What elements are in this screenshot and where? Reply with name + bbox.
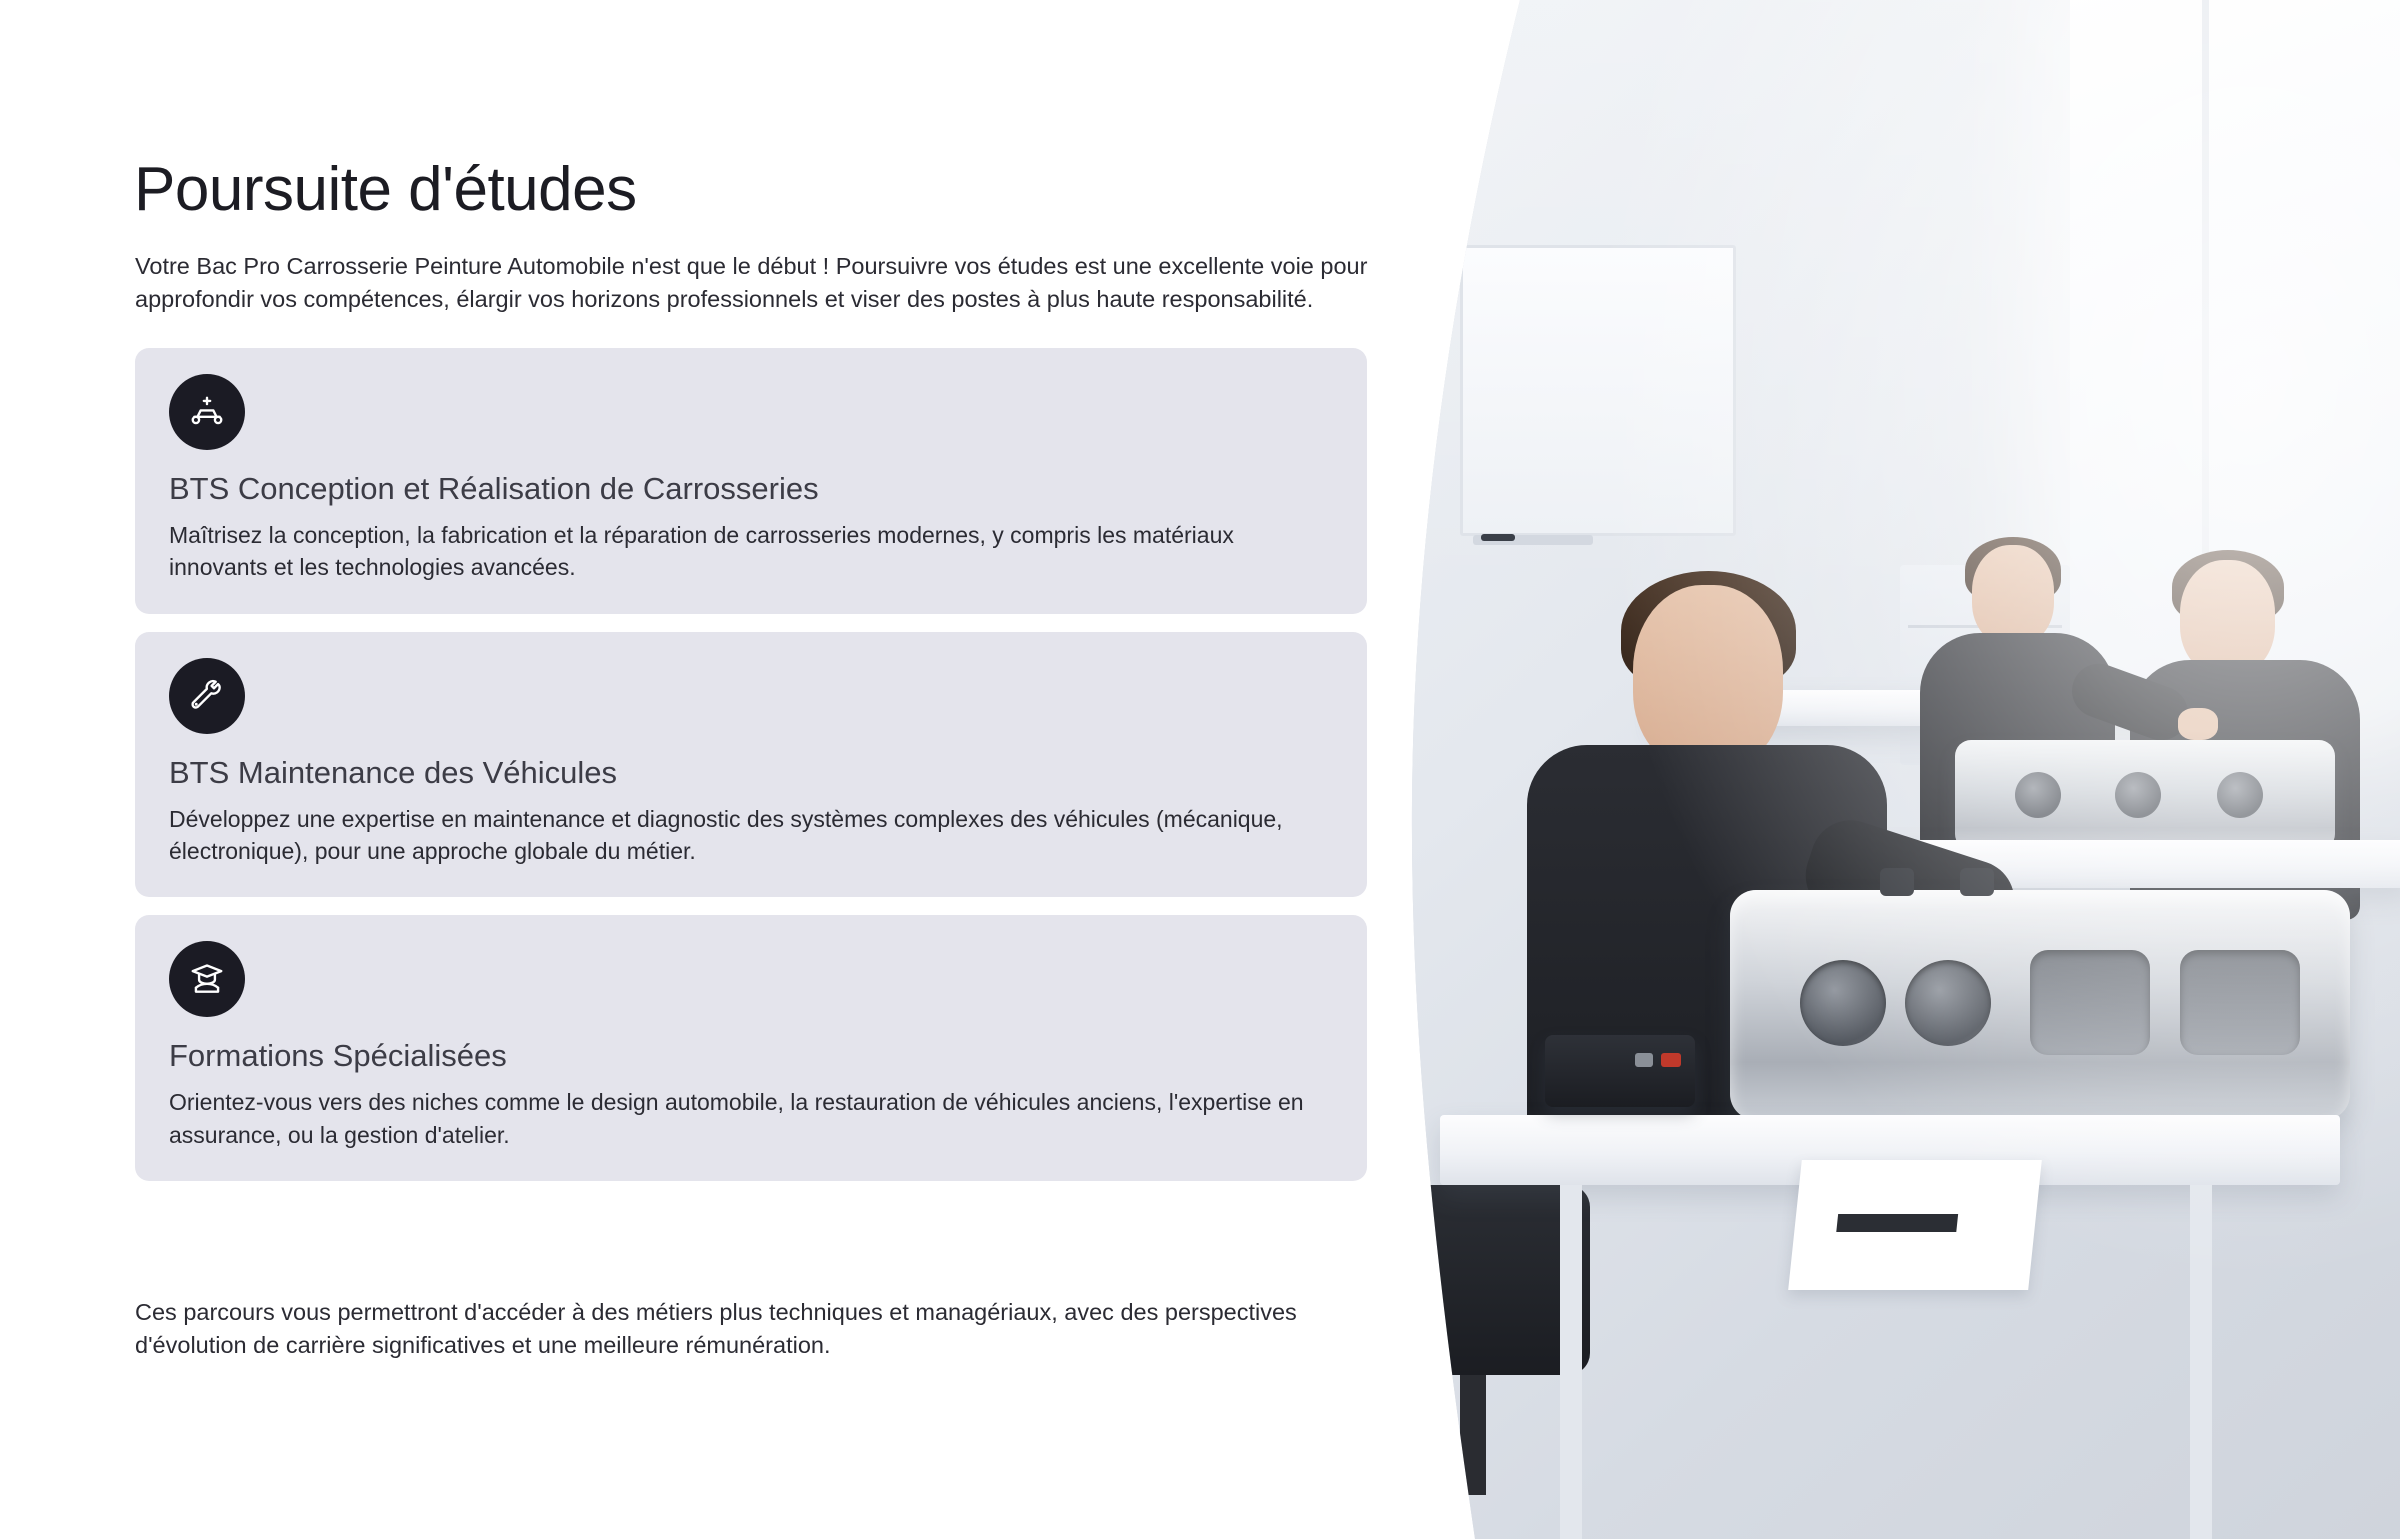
card-icon-circle <box>169 658 245 734</box>
study-paths-list <box>135 348 1367 1199</box>
desk-leg-decor <box>2190 1185 2212 1539</box>
chair-base-decor <box>1460 1375 1486 1495</box>
card-icon-circle <box>169 374 245 450</box>
card-description: Maîtrisez la conception, la fabrication et la réparation de carrosseries modernes, y compris les matériaux innovants et les technologies avancées. <box>169 522 1234 581</box>
whiteboard-decor <box>1460 245 1736 536</box>
paper-sheet-decor <box>1788 1160 2042 1290</box>
card-title: Formations Spécialisées <box>169 1038 507 1074</box>
list-item[interactable] <box>135 632 1367 898</box>
metal-part-middle-decor <box>1955 740 2335 850</box>
graduate-icon <box>188 960 226 998</box>
intro-paragraph: Votre Bac Pro Carrosserie Peinture Automobile n'est que le début ! Poursuivre vos études est une excellente voie pour approfondir vos compétences, élargir vos horizons professionnels et viser des postes à plus haute responsabilité. <box>135 252 1368 312</box>
page-title: Poursuite d'études <box>134 154 637 224</box>
wrench-icon <box>188 677 226 715</box>
list-item[interactable] <box>135 915 1367 1181</box>
car-chassis-icon <box>188 393 226 431</box>
measuring-device-decor <box>1545 1035 1695 1107</box>
list-item[interactable] <box>135 348 1367 614</box>
card-title: BTS Conception et Réalisation de Carrosseries <box>169 471 819 506</box>
card-description: Développez une expertise en maintenance et diagnostic des systèmes complexes des véhicules (mécanique, électronique), pour une approche globale du métier. <box>169 805 1283 864</box>
photo-scene <box>1400 0 2400 1539</box>
metal-part-front-decor <box>1730 890 2350 1120</box>
outro-paragraph: Ces parcours vous permettront d'accéder à des métiers plus techniques et managériaux, avec des perspectives d'évolution de carrière significatives et une meilleure rémunération. <box>135 1298 1297 1358</box>
desk-leg-decor <box>1560 1185 1582 1539</box>
card-description: Orientez-vous vers des niches comme le design automobile, la restauration de véhicules anciens, l'expertise en assurance, ou la gestion d'atelier. <box>169 1089 1304 1148</box>
classroom-photo <box>1400 0 2400 1539</box>
card-icon-circle <box>169 941 245 1017</box>
card-title: BTS Maintenance des Véhicules <box>169 754 618 790</box>
